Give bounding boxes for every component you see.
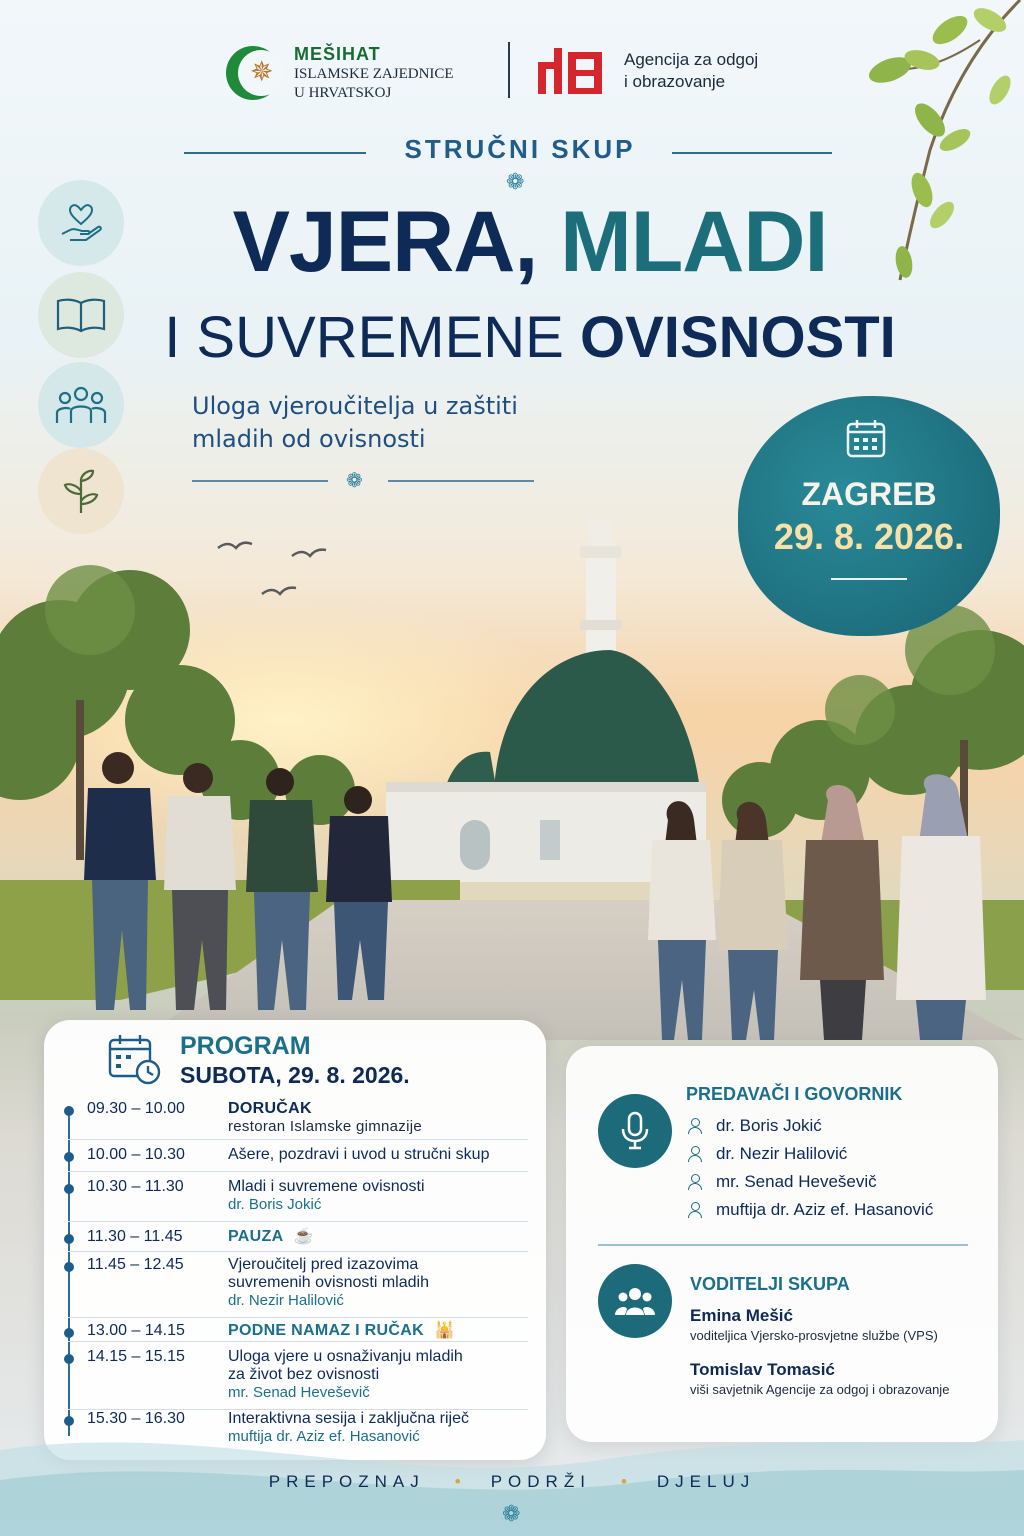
speakers-heading: PREDAVAČI I GOVORNIK — [686, 1084, 903, 1104]
session-title: PODNE NAMAZ I RUČAK — [228, 1322, 424, 1339]
program-time: 11.45 – 12.45 — [87, 1256, 184, 1273]
session-title: Vjeroučitelj pred izazovima — [228, 1256, 419, 1273]
person-icon — [688, 1146, 702, 1162]
program-row — [68, 1348, 528, 1410]
event-subtitle — [192, 390, 592, 456]
header-divider — [508, 42, 510, 98]
session-speaker: mr. Senad Heveševič — [228, 1384, 370, 1401]
host-name: Tomislav Tomasić — [690, 1360, 835, 1379]
footer-slogan — [0, 1472, 1024, 1492]
session-speaker: muftija dr. Aziz ef. Hasanović — [228, 1428, 420, 1445]
person-icon — [688, 1174, 702, 1190]
host-role: voditeljica Vjersko-prosvjetne službe (VPS) — [690, 1328, 938, 1343]
flower-ornament-icon: ❁ — [502, 1502, 521, 1527]
kicker-line-left — [184, 152, 366, 154]
hosts-heading: VODITELJI SKUPA — [690, 1274, 850, 1294]
speaker-name: muftija dr. Aziz ef. Hasanović — [716, 1200, 934, 1219]
program-time: 14.15 – 15.15 — [87, 1348, 185, 1365]
program-time: 09.30 – 10.00 — [87, 1100, 185, 1117]
program-card — [44, 1020, 546, 1460]
timeline-dot — [64, 1328, 74, 1338]
speaker-item — [688, 1172, 877, 1192]
people-icon — [38, 362, 124, 448]
session-speaker: dr. Boris Jokić — [228, 1196, 322, 1213]
session-title: Mladi i suvremene ovisnosti — [228, 1178, 425, 1195]
azoo-mark-icon — [538, 48, 606, 94]
program-time: 10.00 – 10.30 — [87, 1146, 185, 1163]
program-session — [228, 1322, 528, 1340]
mosque-icon: 🕌 — [434, 1322, 455, 1339]
book-icon — [38, 272, 124, 358]
kicker-line-right — [672, 152, 832, 154]
calendar-clock-icon — [106, 1032, 162, 1086]
title-word-ovisnosti: OVISNOSTI — [579, 305, 896, 370]
timeline-dot — [64, 1234, 74, 1244]
title-word-mladi: MLADI — [560, 194, 828, 290]
subtitle-line1: Uloga vjeroučitelja u zaštiti — [192, 392, 518, 420]
program-time: 10.30 – 11.30 — [87, 1178, 184, 1195]
program-row — [68, 1228, 528, 1252]
event-title-line1 — [150, 192, 910, 292]
program-session — [228, 1348, 528, 1402]
bullet-icon: • — [620, 1472, 627, 1491]
program-session — [228, 1228, 528, 1246]
session-title: Uloga vjere u osnaživanju mladih — [228, 1348, 463, 1365]
session-detail: restoran Islamske gimnazije — [228, 1118, 423, 1135]
event-kicker: STRUČNI SKUP — [404, 134, 636, 164]
timeline-dot — [64, 1354, 74, 1364]
session-title: DORUČAK — [228, 1100, 312, 1117]
event-date: 29. 8. 2026. — [773, 516, 965, 557]
subtitle-line2: mladih od ovisnosti — [192, 425, 426, 453]
person-icon — [688, 1202, 702, 1218]
timeline-dot — [64, 1184, 74, 1194]
heart-hand-icon — [38, 180, 124, 266]
microphone-icon — [598, 1094, 672, 1168]
program-time: 13.00 – 14.15 — [87, 1322, 185, 1339]
date-badge — [738, 396, 1000, 636]
program-row — [68, 1256, 528, 1318]
card-divider — [598, 1244, 968, 1246]
timeline-dot — [64, 1106, 74, 1116]
slogan-word: PODRŽI — [490, 1472, 591, 1491]
session-title: PAUZA — [228, 1228, 283, 1245]
speaker-name: mr. Senad Heveševič — [716, 1172, 877, 1191]
session-title: Interaktivna sesija i zaključna riječ — [228, 1410, 469, 1427]
badge-underline — [831, 578, 907, 580]
event-city: ZAGREB — [801, 476, 937, 512]
session-title-line2: suvremenih ovisnosti mladih — [228, 1274, 429, 1291]
session-speaker: dr. Nezir Halilović — [228, 1292, 344, 1309]
program-time: 11.30 – 11.45 — [87, 1228, 183, 1245]
flower-ornament-icon: ❁ — [506, 170, 525, 195]
calendar-icon — [844, 416, 888, 460]
speaker-item — [688, 1116, 822, 1136]
program-row — [68, 1146, 528, 1172]
program-time: 15.30 – 16.30 — [87, 1410, 185, 1427]
speaker-name: dr. Boris Jokić — [716, 1116, 822, 1135]
bullet-icon: • — [454, 1472, 461, 1491]
program-row — [68, 1322, 528, 1342]
speakers-card — [566, 1046, 998, 1442]
title-word-suvremene: I SUVREMENE — [164, 305, 564, 370]
org1-name: MEŠIHAT — [294, 43, 381, 64]
org1-line2: ISLAMSKE ZAJEDNICE — [294, 65, 454, 82]
flower-ornament-icon: ❁ — [346, 468, 363, 492]
program-row — [68, 1100, 528, 1140]
speaker-item — [688, 1200, 933, 1220]
org2-line1: Agencija za odgoj — [624, 50, 759, 69]
session-title-line2: za život bez ovisnosti — [228, 1366, 380, 1383]
person-icon — [688, 1118, 702, 1134]
subtitle-line-right — [388, 480, 534, 482]
program-session-title — [228, 1100, 528, 1136]
timeline-dot — [64, 1152, 74, 1162]
crescent-star-icon: ✵ — [226, 46, 280, 100]
program-session — [228, 1178, 528, 1214]
subtitle-line-left — [192, 480, 328, 482]
session-title: Ašere, pozdravi i uvod u stručni skup — [228, 1146, 490, 1163]
event-title-line2 — [150, 302, 910, 374]
slogan-word: PREPOZNAJ — [268, 1472, 425, 1491]
org1-line3: U HRVATSKOJ — [294, 84, 392, 101]
meshihat-logo — [226, 40, 496, 106]
speaker-name: dr. Nezir Halilović — [716, 1144, 848, 1163]
program-day: SUBOTA, 29. 8. 2026. — [180, 1062, 410, 1088]
group-icon — [598, 1264, 672, 1338]
host-name: Emina Mešić — [690, 1306, 793, 1325]
org2-line2: i obrazovanje — [624, 72, 726, 91]
program-row — [68, 1178, 528, 1222]
host-role: viši savjetnik Agencije za odgoj i obrazovanje — [690, 1382, 950, 1397]
program-session — [228, 1256, 528, 1310]
coffee-cup-icon: ☕ — [293, 1228, 314, 1245]
title-word-vjera: VJERA, — [232, 194, 538, 290]
speaker-item — [688, 1144, 847, 1164]
program-title: PROGRAM — [180, 1032, 311, 1060]
slogan-word: DJELUJ — [656, 1472, 756, 1491]
timeline-dot — [64, 1262, 74, 1272]
azoo-logo — [538, 48, 758, 94]
